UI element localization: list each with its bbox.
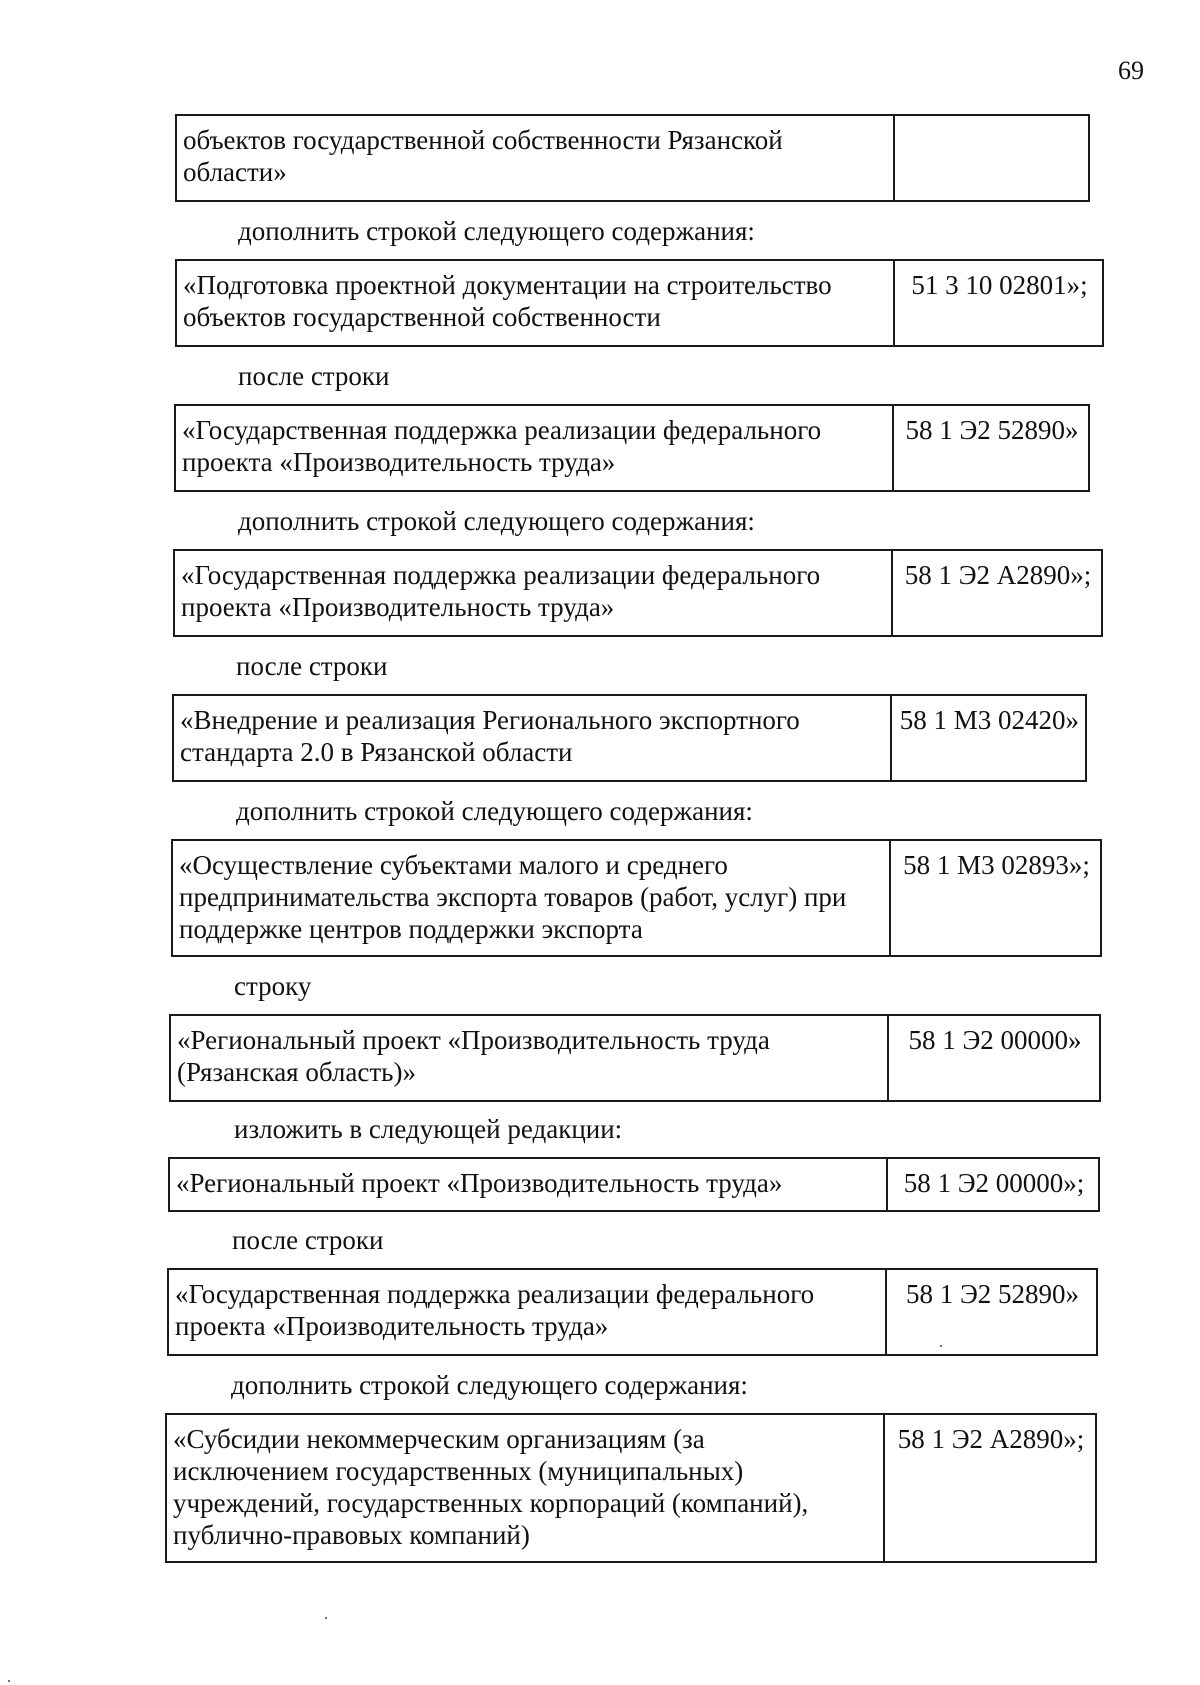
row-code-cell: 58 1 Э2 А2890»; (897, 1424, 1085, 1454)
table-row (175, 259, 1104, 347)
table-row (172, 694, 1087, 782)
row-name-cell: объектов государственной собственности Рязанской области» (177, 116, 895, 200)
instruction-text: дополнить строкой следующего содержания: (236, 796, 753, 826)
table-row (171, 839, 1102, 957)
scan-speck (325, 1617, 327, 1619)
instruction-text: дополнить строкой следующего содержания: (231, 1370, 748, 1400)
instruction-text: дополнить строкой следующего содержания: (238, 216, 755, 246)
row-name-cell: «Внедрение и реализация Регионального экспортного стандарта 2.0 в Рязанской области (174, 696, 892, 780)
row-name-cell: «Подготовка проектной документации на строительство объектов государственной собственности (177, 261, 895, 345)
row-name-cell: «Региональный проект «Производительность труда» (170, 1159, 888, 1210)
row-name-cell: «Государственная поддержка реализации федерального проекта «Производительность труда» (176, 406, 894, 490)
table-row (165, 1413, 1097, 1563)
table-row (167, 1268, 1098, 1356)
scan-speck (8, 1680, 10, 1682)
page-number: 69 (1118, 56, 1144, 85)
table-row (175, 114, 1090, 202)
scan-speck (940, 1345, 942, 1347)
row-name-cell: «Региональный проект «Производительность труда (Рязанская область)» (171, 1016, 889, 1100)
table-row (174, 404, 1090, 492)
row-name-cell: «Осуществление субъектами малого и среднего предпринимательства экспорта товаров (работ, услуг) при поддержке центров поддержки экспорта (173, 841, 891, 955)
table-row (169, 1014, 1101, 1102)
row-code-cell: 58 1 Э2 00000»; (903, 1168, 1085, 1198)
table-row (168, 1157, 1100, 1212)
instruction-text: дополнить строкой следующего содержания: (238, 506, 755, 536)
row-name-cell: «Государственная поддержка реализации федерального проекта «Производительность труда» (175, 551, 893, 635)
instruction-text: строку (234, 971, 312, 1001)
row-code-cell (895, 116, 1088, 200)
instruction-text: после строки (232, 1225, 384, 1255)
row-code-cell: 51 3 10 02801»; (911, 270, 1088, 300)
instruction-text: изложить в следующей редакции: (234, 1114, 623, 1144)
row-code-cell: 58 1 Э2 52890» (905, 415, 1079, 445)
table-row (173, 549, 1103, 637)
instruction-text: после строки (238, 361, 390, 391)
row-code-cell: 58 1 М3 02420» (899, 705, 1079, 735)
row-code-cell: 58 1 Э2 52890» (905, 1279, 1080, 1309)
row-code-cell: 58 1 М3 02893»; (903, 850, 1090, 880)
row-name-cell: «Субсидии некоммерческим организациям (за исключением государственных (муниципальных) учреждений, государственных корпораций (компаний), публично-правовых компаний) (167, 1415, 885, 1561)
instruction-text: после строки (236, 651, 388, 681)
row-code-cell: 58 1 Э2 00000» (908, 1025, 1082, 1055)
row-name-cell: «Государственная поддержка реализации федерального проекта «Производительность труда» (169, 1270, 887, 1354)
row-code-cell: 58 1 Э2 А2890»; (904, 560, 1092, 590)
